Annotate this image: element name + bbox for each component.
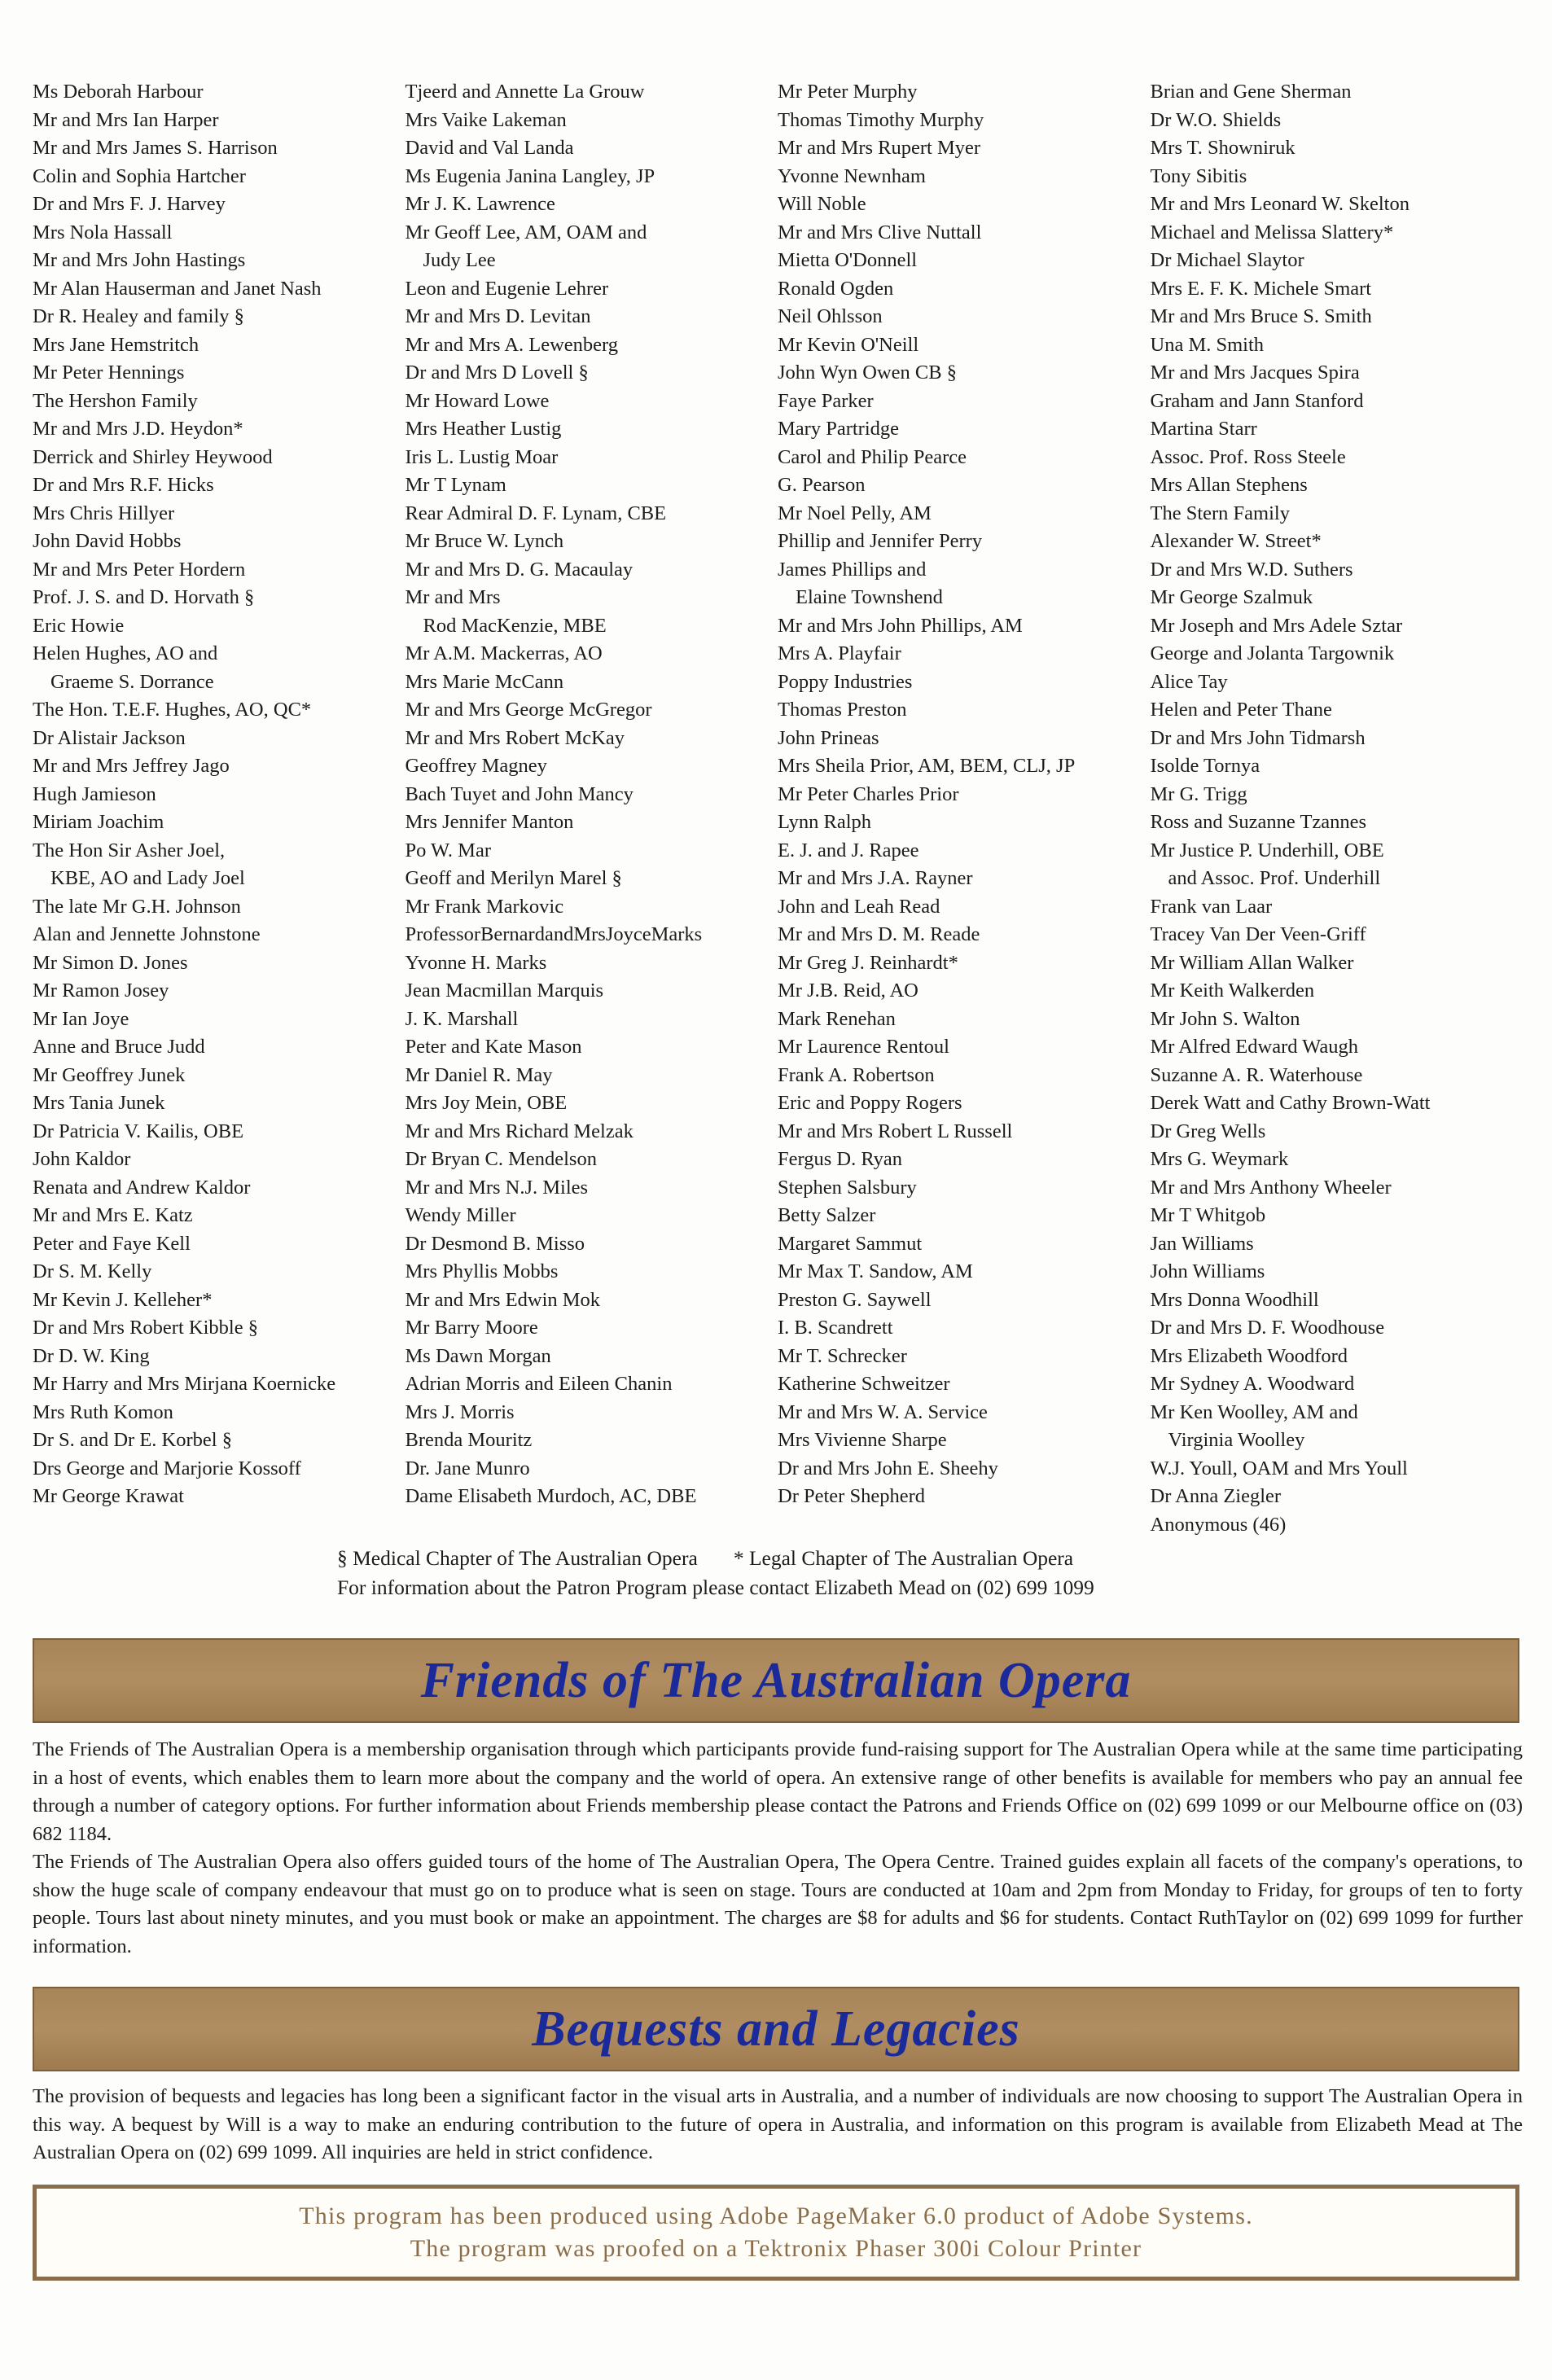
- patron-name: Thomas Preston: [778, 699, 907, 721]
- patron-name: Adrian Morris and Eileen Chanin: [405, 1373, 673, 1395]
- patron-name: Derek Watt and Cathy Brown-Watt: [1150, 1092, 1431, 1114]
- patron-name: George and Jolanta Targownik: [1150, 642, 1395, 664]
- bequests-section: [33, 2083, 1523, 2167]
- patron-name: Dr and Mrs F. J. Harvey: [33, 193, 226, 215]
- patron-name: Martina Starr: [1150, 418, 1257, 440]
- patron-name: Mr and Mrs Robert McKay: [405, 726, 625, 749]
- patron-name: Carol and Philip Pearce: [778, 445, 967, 468]
- patron-name: Will Noble: [778, 193, 866, 215]
- patron-name: Geoffrey Magney: [405, 755, 547, 777]
- patron-name: John and Leah Read: [778, 895, 940, 918]
- patron-name: Mr T Whitgob: [1150, 1204, 1266, 1226]
- patron-name: Mr Daniel R. May: [405, 1063, 553, 1086]
- patron-name: Dr and Mrs D Lovell §: [405, 362, 589, 384]
- patron-name: Prof. J. S. and D. Horvath §: [33, 586, 255, 608]
- patron-name: Mr Frank Markovic: [405, 895, 564, 918]
- patron-name: Mrs Marie McCann: [405, 670, 564, 693]
- patron-name: Dr R. Healey and family §: [33, 305, 244, 327]
- patron-name: Yvonne H. Marks: [405, 951, 547, 974]
- patron-name: Mrs Sheila Prior, AM, BEM, CLJ, JP: [778, 755, 1076, 777]
- patron-name: Tjeerd and Annette La Grouw: [405, 81, 645, 103]
- patron-name: Phillip and Jennifer Perry: [778, 530, 983, 552]
- patron-name: Mr Noel Pelly, AM: [778, 502, 932, 524]
- patron-name: Ms Dawn Morgan: [405, 1344, 551, 1367]
- patron-name: Dr and Mrs Robert Kibble §: [33, 1317, 258, 1339]
- patron-name: Mr Peter Hennings: [33, 362, 185, 384]
- patron-contact-note: For information about the Patron Program please contact Elizabeth Mead on (02) 699 1099: [337, 1576, 1094, 1599]
- patron-name: John Kaldor: [33, 1148, 131, 1170]
- patron-name: Ms Deborah Harbour: [33, 81, 204, 103]
- patron-name: Dr and Mrs W.D. Suthers: [1150, 558, 1353, 581]
- patron-name: Mr T Lynam: [405, 474, 506, 496]
- patron-name: Mr Keith Walkerden: [1150, 980, 1315, 1002]
- patron-name: Dr D. W. King: [33, 1344, 150, 1367]
- patron-name: Geoff and Merilyn Marel §: [405, 867, 622, 889]
- patron-name: John Wyn Owen CB §: [778, 362, 957, 384]
- patron-name: Bach Tuyet and John Mancy: [405, 782, 634, 805]
- patron-name: Mr Howard Lowe: [405, 389, 550, 412]
- patron-name: Mary Partridge: [778, 418, 899, 440]
- patron-name: Mrs T. Showniruk: [1150, 137, 1296, 159]
- footnotes: [337, 1544, 1510, 1602]
- patron-name: Mr T. Schrecker: [778, 1344, 907, 1367]
- friends-section: [33, 1736, 1523, 1961]
- patron-column-3: [778, 78, 1151, 1527]
- patron-name: Renata and Andrew Kaldor: [33, 1176, 251, 1199]
- patron-name: Dr and Mrs John E. Sheehy: [778, 1457, 998, 1479]
- patron-name: Virginia Woolley: [1168, 1429, 1305, 1451]
- patron-name: Mrs G. Weymark: [1150, 1148, 1289, 1170]
- patron-name: Mr Max T. Sandow, AM: [778, 1260, 973, 1282]
- patron-name: Mr and Mrs Jeffrey Jago: [33, 755, 230, 777]
- patron-name: Betty Salzer: [778, 1204, 876, 1226]
- patron-name: Mrs Vivienne Sharpe: [778, 1429, 947, 1451]
- patron-name: Dr Desmond B. Misso: [405, 1232, 585, 1255]
- patron-name: Mr Geoff Lee, AM, OAM and: [405, 221, 647, 243]
- patron-name: G. Pearson: [778, 474, 866, 496]
- patron-name: Mr Barry Moore: [405, 1317, 538, 1339]
- patron-name: Mr and Mrs: [405, 586, 501, 608]
- patron-name: Mr and Mrs E. Katz: [33, 1204, 193, 1226]
- patron-name: Mrs Chris Hillyer: [33, 502, 175, 524]
- patron-name: Stephen Salsbury: [778, 1176, 917, 1199]
- patron-name: Preston G. Saywell: [778, 1288, 932, 1311]
- patron-name: Mr Kevin O'Neill: [778, 333, 919, 356]
- patron-name: Miriam Joachim: [33, 811, 164, 833]
- patron-name: Katherine Schweitzer: [778, 1373, 950, 1395]
- patron-name: Anonymous (46): [1150, 1513, 1287, 1536]
- patron-column-2: [406, 78, 778, 1527]
- credits-line-2: The program was proofed on a Tektronix Phaser 300i Colour Printer: [410, 2235, 1142, 2262]
- patron-name: Dr. Jane Munro: [405, 1457, 530, 1479]
- patron-name: Poppy Industries: [778, 670, 913, 693]
- patron-name: Dr Patricia V. Kailis, OBE: [33, 1120, 244, 1142]
- patron-name: Mr Sydney A. Woodward: [1150, 1373, 1355, 1395]
- patron-name: Mrs Phyllis Mobbs: [405, 1260, 559, 1282]
- patron-name: David and Val Landa: [405, 137, 574, 159]
- patron-name: Brenda Mouritz: [405, 1429, 533, 1451]
- patron-name: Frank A. Robertson: [778, 1063, 935, 1086]
- patron-name: Mr Alan Hauserman and Janet Nash: [33, 277, 322, 300]
- patron-name: Mrs Joy Mein, OBE: [405, 1092, 568, 1114]
- patron-name: Graham and Jann Stanford: [1150, 389, 1364, 412]
- patron-name: Mr Peter Murphy: [778, 81, 918, 103]
- patron-name: Hugh Jamieson: [33, 782, 156, 805]
- patron-name: Alice Tay: [1150, 670, 1228, 693]
- patron-name: Mrs Tania Junek: [33, 1092, 165, 1114]
- patron-name: Dr W.O. Shields: [1150, 108, 1282, 131]
- patron-name: Mr and Mrs A. Lewenberg: [405, 333, 619, 356]
- friends-banner: [33, 1638, 1519, 1723]
- patron-name: Dr Greg Wells: [1150, 1120, 1266, 1142]
- bequests-banner: [33, 1987, 1519, 2071]
- patron-name: Mr William Allan Walker: [1150, 951, 1354, 974]
- patron-name: Peter and Faye Kell: [33, 1232, 191, 1255]
- patron-name: Margaret Sammut: [778, 1232, 923, 1255]
- patron-name: Dr Bryan C. Mendelson: [405, 1148, 597, 1170]
- patron-name: Jan Williams: [1150, 1232, 1254, 1255]
- patron-name: Rear Admiral D. F. Lynam, CBE: [405, 502, 667, 524]
- patron-name: Mr Ian Joye: [33, 1007, 129, 1030]
- production-credits: [33, 2185, 1519, 2281]
- patron-name: Mr Laurence Rentoul: [778, 1036, 949, 1058]
- patron-name: Dr S. M. Kelly: [33, 1260, 152, 1282]
- patron-name: Mrs Vaike Lakeman: [405, 108, 567, 131]
- patron-name: Yvonne Newnham: [778, 164, 926, 187]
- patron-name: Mrs Allan Stephens: [1150, 474, 1308, 496]
- patron-name: Mrs E. F. K. Michele Smart: [1150, 277, 1372, 300]
- patron-name: Ross and Suzanne Tzannes: [1150, 811, 1367, 833]
- patron-column-1: [33, 78, 406, 1527]
- patron-name: Mr and Mrs J.A. Rayner: [778, 867, 973, 889]
- patron-name: Dr and Mrs D. F. Woodhouse: [1150, 1317, 1385, 1339]
- patron-name: Mr and Mrs Anthony Wheeler: [1150, 1176, 1392, 1199]
- patron-name: and Assoc. Prof. Underhill: [1168, 867, 1381, 889]
- patron-name: Lynn Ralph: [778, 811, 872, 833]
- patron-name: Eric and Poppy Rogers: [778, 1092, 962, 1114]
- patron-name: Mr and Mrs Bruce S. Smith: [1150, 305, 1372, 327]
- patron-name: Elaine Townshend: [796, 586, 943, 608]
- patron-name: John David Hobbs: [33, 530, 182, 552]
- patron-name: Mr Alfred Edward Waugh: [1150, 1036, 1358, 1058]
- patron-name: Mr Justice P. Underhill, OBE: [1150, 839, 1384, 861]
- patron-name: Mr Harry and Mrs Mirjana Koernicke: [33, 1373, 336, 1395]
- patron-name: Mrs Nola Hassall: [33, 221, 173, 243]
- patron-name: The Hon. T.E.F. Hughes, AO, QC*: [33, 699, 312, 721]
- patron-name: Alexander W. Street*: [1150, 530, 1322, 552]
- patron-name: Dr Anna Ziegler: [1150, 1485, 1282, 1507]
- patron-name: W.J. Youll, OAM and Mrs Youll: [1150, 1457, 1408, 1479]
- patron-column-4: [1150, 78, 1524, 1536]
- patron-name: Mr Simon D. Jones: [33, 951, 188, 974]
- patron-name: Mrs Jennifer Manton: [405, 811, 574, 833]
- patron-name: Helen Hughes, AO and: [33, 642, 218, 664]
- patron-name: The Hon Sir Asher Joel,: [33, 839, 226, 861]
- patron-name: Helen and Peter Thane: [1150, 699, 1332, 721]
- patron-name: Isolde Tornya: [1150, 755, 1260, 777]
- patron-name: Po W. Mar: [405, 839, 492, 861]
- patron-name: Mietta O'Donnell: [778, 249, 918, 271]
- patron-name: Eric Howie: [33, 614, 125, 637]
- patron-name: Dr S. and Dr E. Korbel §: [33, 1429, 232, 1451]
- patron-name: Mr Bruce W. Lynch: [405, 530, 564, 552]
- patron-name: Mrs Heather Lustig: [405, 418, 562, 440]
- patron-name: I. B. Scandrett: [778, 1317, 893, 1339]
- bequests-title: Bequests and Legacies: [532, 2001, 1020, 2057]
- patron-name: The Hershon Family: [33, 389, 198, 412]
- bequests-paragraph: The provision of bequests and legacies has long been a significant factor in the visual arts in Australia, and a number of individuals are now choosing to support The Australian Opera in this way. A bequest by Will is a way to make an enduring contribution to the future of opera in Australia, and information on this program is available from Elizabeth Mead at The Australian Opera on (02) 699 1099. All inquiries are held in strict confidence.: [33, 2085, 1523, 2163]
- patron-name: Mr and Mrs Leonard W. Skelton: [1150, 193, 1410, 215]
- patron-name: Dr and Mrs John Tidmarsh: [1150, 726, 1366, 749]
- patron-name: Ms Eugenia Janina Langley, JP: [405, 164, 655, 187]
- patron-name: ProfessorBernardandMrsJoyceMarks: [405, 923, 703, 945]
- patron-name: Dr and Mrs R.F. Hicks: [33, 474, 214, 496]
- patron-name: Mr and Mrs Jacques Spira: [1150, 362, 1360, 384]
- patron-name: Mrs Jane Hemstritch: [33, 333, 199, 356]
- patron-name: Mr Kevin J. Kelleher*: [33, 1288, 213, 1311]
- patron-name: Mr A.M. Mackerras, AO: [405, 642, 603, 664]
- patron-name: Mr and Mrs John Phillips, AM: [778, 614, 1023, 637]
- patron-name: Mr and Mrs John Hastings: [33, 249, 246, 271]
- patron-name: Dame Elisabeth Murdoch, AC, DBE: [405, 1485, 697, 1507]
- patron-name: Iris L. Lustig Moar: [405, 445, 559, 468]
- patron-name: Tony Sibitis: [1150, 164, 1247, 187]
- patron-name: Mrs Ruth Komon: [33, 1400, 173, 1423]
- patron-name: Mr and Mrs James S. Harrison: [33, 137, 278, 159]
- patron-name: Mr George Krawat: [33, 1485, 184, 1507]
- patron-name: Neil Ohlsson: [778, 305, 883, 327]
- patron-name: Faye Parker: [778, 389, 874, 412]
- friends-paragraph-2: The Friends of The Australian Opera also offers guided tours of the home of The Australian Opera, The Opera Centre. Trained guides explain all facets of the company's operations, to show the huge scale of company endeavour that must go on to produce what is seen on stage. Tours are conducted at 10am and 2pm from Monday to Friday, for groups of ten to forty people. Tours last about ninety minutes, and you must book or make an appointment. The charges are $8 for adults and $6 for students. Contact RuthTaylor on (02) 699 1099 for further information.: [33, 1851, 1523, 1957]
- patron-name: Tracey Van Der Veen-Griff: [1150, 923, 1366, 945]
- patron-name: Wendy Miller: [405, 1204, 516, 1226]
- patron-name: Mr and Mrs Richard Melzak: [405, 1120, 634, 1142]
- patron-name: Mr George Szalmuk: [1150, 586, 1313, 608]
- patron-name: Leon and Eugenie Lehrer: [405, 277, 609, 300]
- patron-name: Mr and Mrs D. Levitan: [405, 305, 591, 327]
- friends-title: Friends of The Australian Opera: [420, 1652, 1132, 1708]
- patron-name: Suzanne A. R. Waterhouse: [1150, 1063, 1363, 1086]
- patron-name: Mr Geoffrey Junek: [33, 1063, 186, 1086]
- patron-name: Mrs Elizabeth Woodford: [1150, 1344, 1348, 1367]
- patron-name: Drs George and Marjorie Kossoff: [33, 1457, 301, 1479]
- patron-name: Assoc. Prof. Ross Steele: [1150, 445, 1346, 468]
- patron-name: The Stern Family: [1150, 502, 1290, 524]
- patron-name: Mr Peter Charles Prior: [778, 782, 959, 805]
- patron-name: Derrick and Shirley Heywood: [33, 445, 273, 468]
- patron-name: Mr and Mrs Rupert Myer: [778, 137, 981, 159]
- patron-name: Mr and Mrs D. G. Macaulay: [405, 558, 634, 581]
- patron-name: Mr and Mrs George McGregor: [405, 699, 652, 721]
- patron-name: Dr Peter Shepherd: [778, 1485, 925, 1507]
- patron-name: Colin and Sophia Hartcher: [33, 164, 246, 187]
- patron-name: Mr and Mrs N.J. Miles: [405, 1176, 589, 1199]
- patron-list: [33, 78, 1523, 1536]
- patron-name: Una M. Smith: [1150, 333, 1265, 356]
- patron-name: The late Mr G.H. Johnson: [33, 895, 241, 918]
- patron-name: Michael and Melissa Slattery*: [1150, 221, 1394, 243]
- patron-name: Jean Macmillan Marquis: [405, 980, 604, 1002]
- credits-line-1: This program has been produced using Adobe PageMaker 6.0 product of Adobe Systems.: [299, 2202, 1253, 2229]
- patron-name: Mr and Mrs Clive Nuttall: [778, 221, 982, 243]
- patron-name: Mr and Mrs D. M. Reade: [778, 923, 980, 945]
- patron-name: Judy Lee: [423, 249, 496, 271]
- patron-name: Mr G. Trigg: [1150, 782, 1247, 805]
- patron-name: Thomas Timothy Murphy: [778, 108, 984, 131]
- patron-name: Fergus D. Ryan: [778, 1148, 903, 1170]
- medical-chapter-note: § Medical Chapter of The Australian Opera: [337, 1546, 698, 1570]
- patron-name: Rod MacKenzie, MBE: [423, 614, 607, 637]
- patron-name: John Prineas: [778, 726, 879, 749]
- patron-name: Mr John S. Walton: [1150, 1007, 1300, 1030]
- patron-name: Mr and Mrs Robert L Russell: [778, 1120, 1013, 1142]
- patron-name: Mr and Mrs J.D. Heydon*: [33, 418, 243, 440]
- patron-name: Ronald Ogden: [778, 277, 894, 300]
- patron-name: Mr J. K. Lawrence: [405, 193, 555, 215]
- patron-name: Mr and Mrs Edwin Mok: [405, 1288, 601, 1311]
- patron-name: John Williams: [1150, 1260, 1265, 1282]
- patron-name: Mrs A. Playfair: [778, 642, 901, 664]
- patron-name: Mr Greg J. Reinhardt*: [778, 951, 958, 974]
- patron-name: Mr J.B. Reid, AO: [778, 980, 918, 1002]
- patron-name: Mr Ramon Josey: [33, 980, 169, 1002]
- patron-name: KBE, AO and Lady Joel: [50, 867, 245, 889]
- patron-name: Mr Ken Woolley, AM and: [1150, 1400, 1358, 1423]
- patron-name: Peter and Kate Mason: [405, 1036, 582, 1058]
- patron-name: James Phillips and: [778, 558, 927, 581]
- patron-name: Dr Alistair Jackson: [33, 726, 186, 749]
- patron-name: Mark Renehan: [778, 1007, 896, 1030]
- patron-name: J. K. Marshall: [405, 1007, 519, 1030]
- patron-name: Alan and Jennette Johnstone: [33, 923, 261, 945]
- patron-name: Mrs J. Morris: [405, 1400, 515, 1423]
- patron-name: Anne and Bruce Judd: [33, 1036, 205, 1058]
- patron-name: Dr Michael Slaytor: [1150, 249, 1304, 271]
- patron-name: Mr and Mrs Ian Harper: [33, 108, 219, 131]
- patron-name: E. J. and J. Rapee: [778, 839, 919, 861]
- patron-name: Mr and Mrs W. A. Service: [778, 1400, 988, 1423]
- patron-name: Brian and Gene Sherman: [1150, 81, 1352, 103]
- patron-name: Graeme S. Dorrance: [50, 670, 214, 693]
- patron-name: Mr and Mrs Peter Hordern: [33, 558, 246, 581]
- friends-paragraph-1: The Friends of The Australian Opera is a membership organisation through which participants provide fund-raising support for The Australian Opera while at the same time participating in a host of events, which enables them to learn more about the company and the world of opera. An extensive range of other benefits is available for members who pay an annual fee through a number of category options. For further information about Friends membership please contact the Patrons and Friends Office on (02) 699 1099 or our Melbourne office on (03) 682 1184.: [33, 1738, 1523, 1845]
- patron-name: Mrs Donna Woodhill: [1150, 1288, 1319, 1311]
- patron-name: Frank van Laar: [1150, 895, 1273, 918]
- legal-chapter-note: * Legal Chapter of The Australian Opera: [733, 1546, 1074, 1570]
- patron-name: Mr Joseph and Mrs Adele Sztar: [1150, 614, 1403, 637]
